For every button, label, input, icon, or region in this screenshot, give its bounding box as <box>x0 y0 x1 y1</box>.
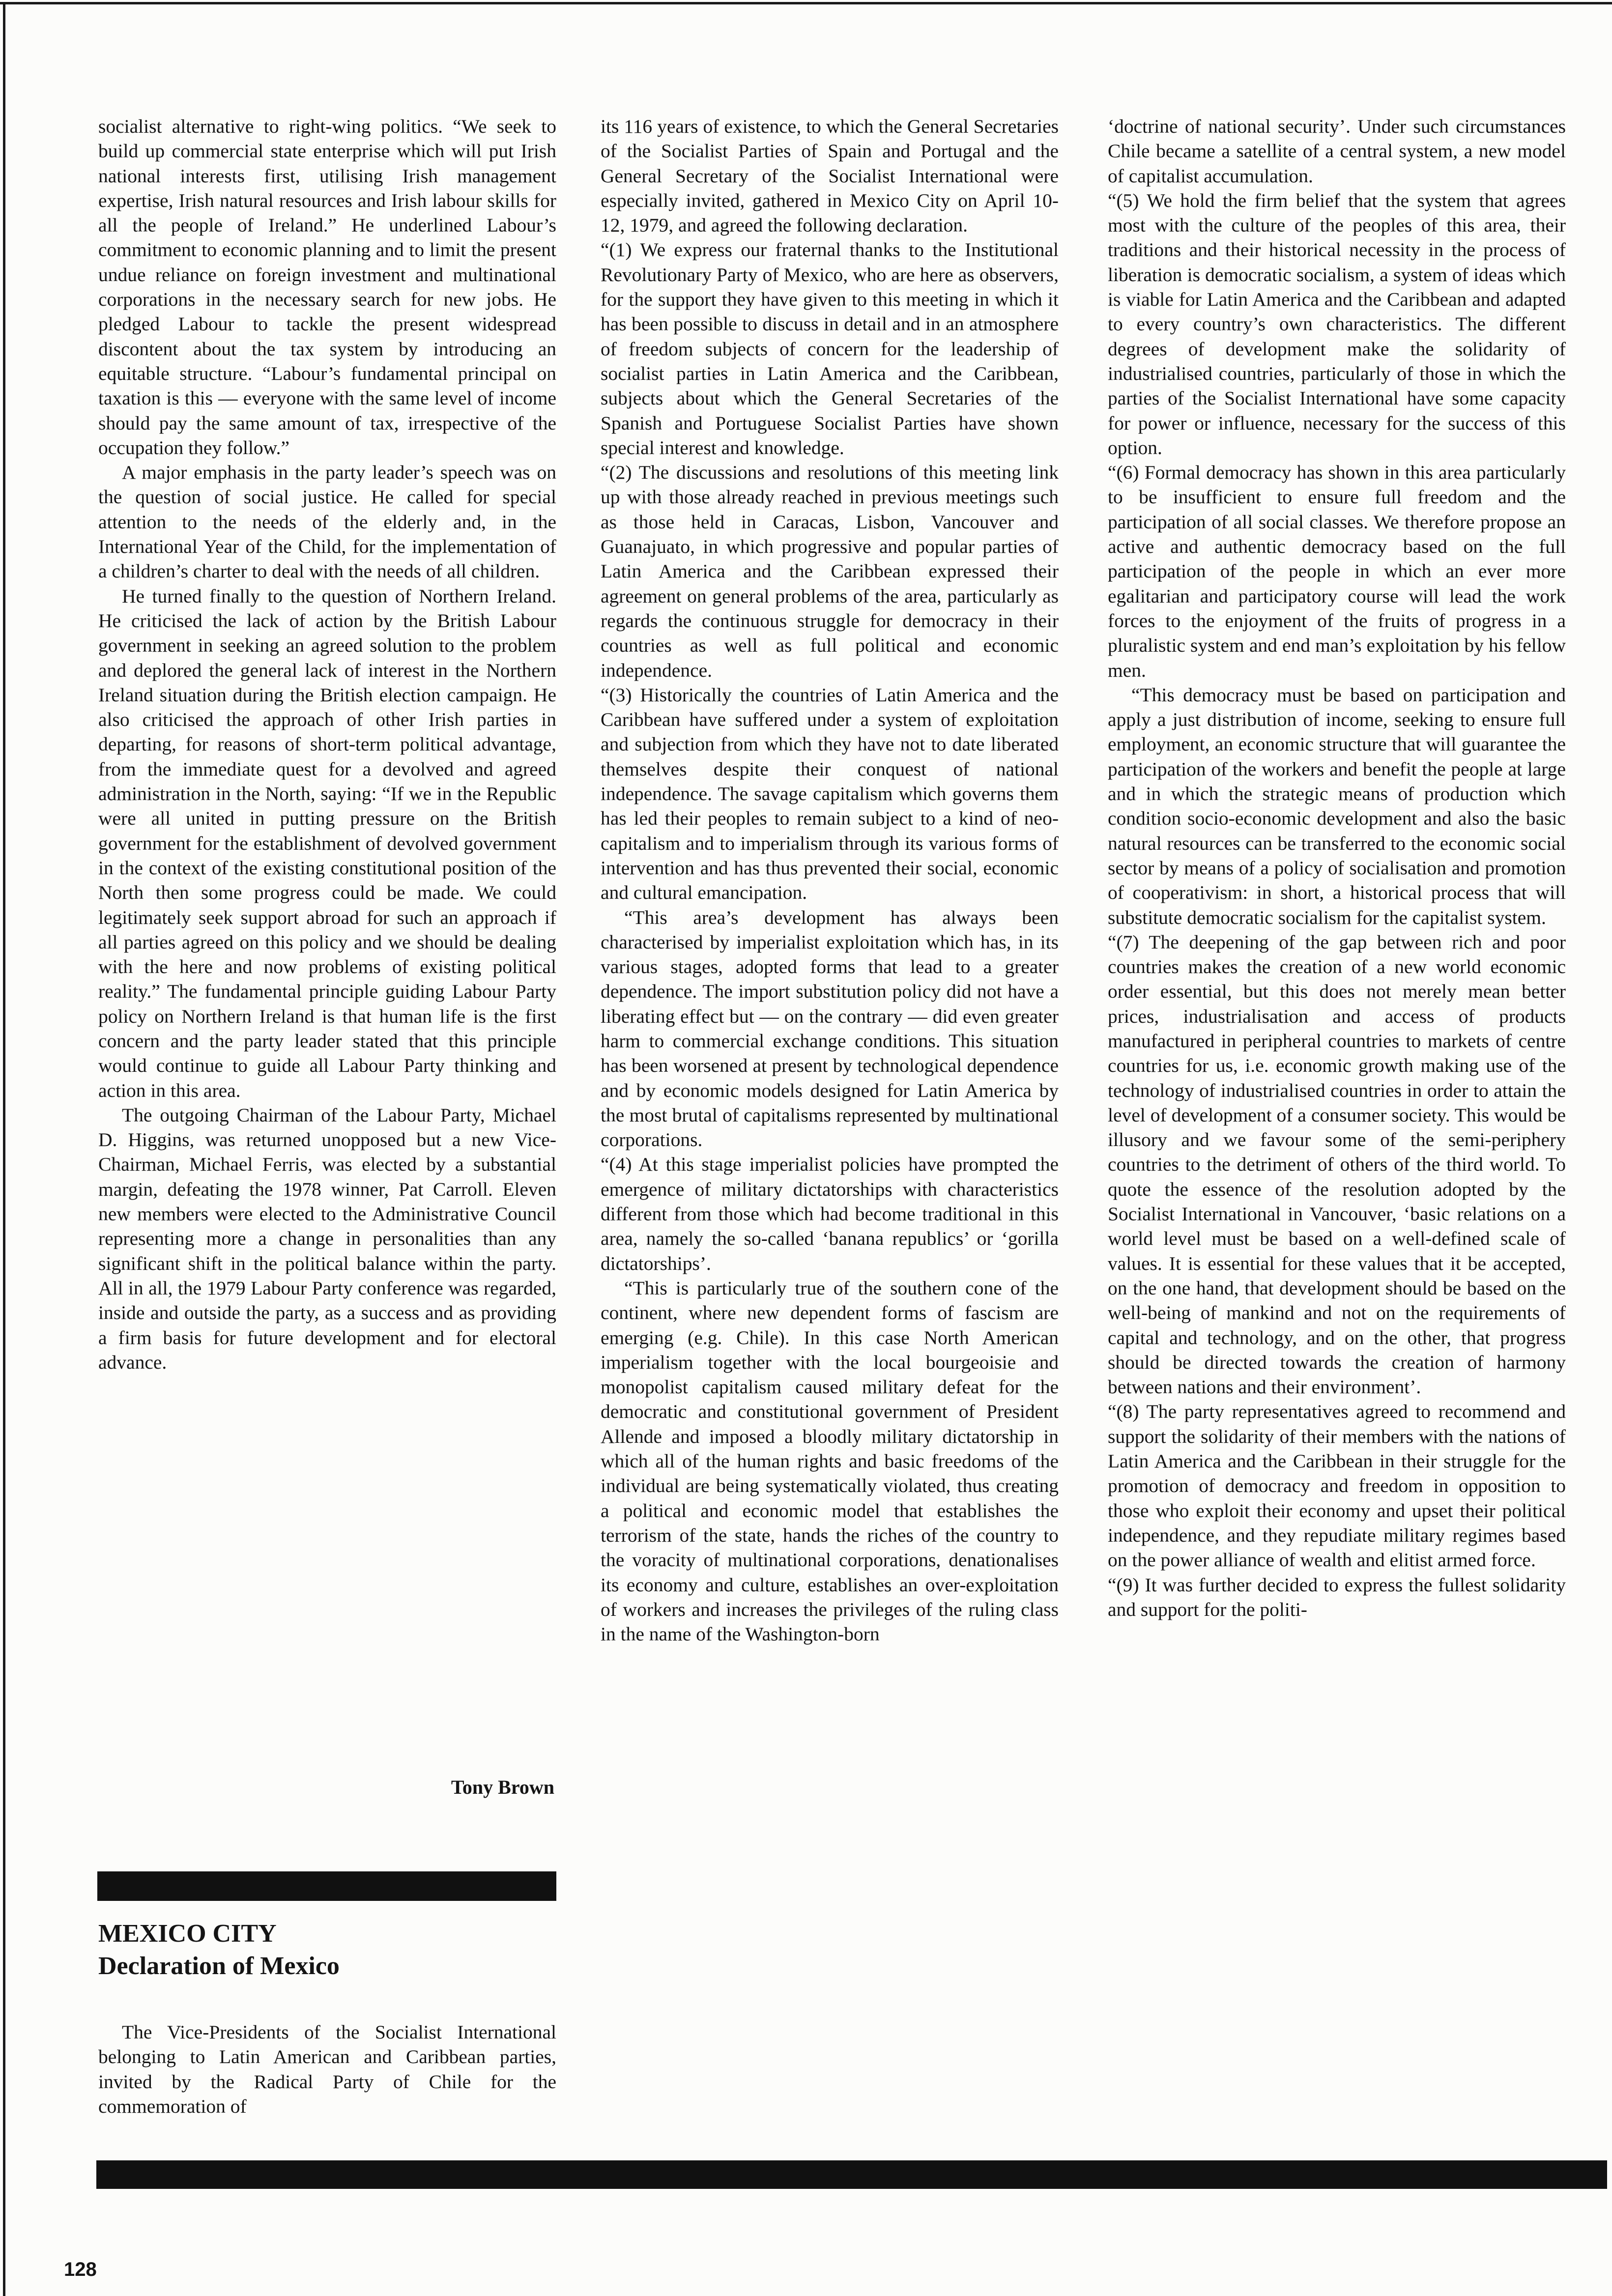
column-2 <box>601 114 1059 1646</box>
paragraph: socialist alternative to right-wing politics. “We seek to build up commercial state enterprise which will put Irish national interests first, utilising Irish management expertise, Irish natural resources and Irish labour skills for all the people of Ireland.” He underlined Labour’s commitment to economic planning and to limit the present undue reliance on foreign investment and multinational corporations in the necessary search for new jobs. He pledged Labour to tackle the present widespread discontent about the tax system by introducing an equitable structure. “Labour’s fundamental principal on taxation is this — everyone with the same level of income should pay the same amount of tax, irrespective of the occupation they follow.” <box>98 115 556 459</box>
paragraph: “(4) At this stage imperialist policies have prompted the emergence of military dictatorships with characteristics different from those which had become traditional in this area, namely the so-called ‘banana republics’ or ‘gorilla dictatorships’. <box>601 1153 1059 1274</box>
paragraph: “(3) Historically the countries of Latin America and the Caribbean have suffered under a system of exploitation and subjection from which they have not to date liberated themselves despite their conquest of national independence. The savage capitalism which governs them has led their peoples to remain subject to a kind of neo-capitalism and to imperialism through its various forms of intervention and has thus prevented their social, economic and cultural emancipation. <box>601 684 1059 904</box>
paragraph: The outgoing Chairman of the Labour Party, Michael D. Higgins, was returned unopposed but a new Vice-Chairman, Michael Ferris, was elected by a substantial margin, defeating the 1978 winner, Pat Carroll. Eleven new members were elected to the Administrative Council representing more a change in personalities than any significant shift in the political balance within the party. All in all, the 1979 Labour Party conference was regarded, inside and outside the party, as a success and as providing a firm basis for future development and for electoral advance. <box>98 1104 556 1373</box>
page-number: 128 <box>64 2259 97 2280</box>
paragraph: “This area’s development has always been characterised by imperialist exploitation which has, in its various stages, adopted forms that lead to a greater dependence. The import substitution policy did not have a liberating effect but — on the contrary — did even greater harm to commercial exchange conditions. This situation has been worsened at present by technological dependence and by economic models designed for Latin America by the most brutal of capitalisms represented by multinational corporations. <box>601 906 1059 1151</box>
paragraph: “(1) We express our fraternal thanks to the Institutional Revolutionary Party of Mexico, who are here as observers, for the support they have given to this meeting in which it has been possible to discuss in detail and in an atmosphere of freedom subjects of concern for the leadership of socialist parties in Latin America and the Caribbean, subjects about which the General Secretaries of the Spanish and Portuguese Socialist Parties have shown special interest and knowledge. <box>601 239 1059 459</box>
column-1 <box>98 114 556 1375</box>
paragraph: ‘doctrine of national security’. Under such circumstances Chile became a satellite of a central system, a new model of capitalist accumulation. <box>1108 115 1566 187</box>
footer-bar <box>96 2160 1607 2189</box>
section-divider-bar <box>97 1871 556 1901</box>
column-3 <box>1108 114 1566 1622</box>
paragraph: The Vice-Presidents of the Socialist International belonging to Latin American and Caribbean parties, invited by the Radical Party of Chile for the commemoration of <box>98 2021 556 2117</box>
page-border-top <box>0 2 1612 4</box>
paragraph: “(7) The deepening of the gap between rich and poor countries makes the creation of a new world economic order essential, but this does not merely mean better prices, industrialisation and access of products manufactured in peripheral countries to markets of centre countries for us, i.e. economic growth making use of the technology of industrialised countries in order to attain the level of development of a consumer society. This would be illusory and we favour some of the semi-periphery countries to the detriment of others of the third world. To quote the essence of the resolution adopted by the Socialist International in Vancouver, ‘basic relations on a world level must be based on a well-defined scale of values. It is essential for these values that it be accepted, on the one hand, that development should be based on the well-being of mankind and not on the requirements of capital and technology, and on the other, that progress should be directed towards the creation of harmony between nations and their environment’. <box>1108 931 1566 1398</box>
paragraph: A major emphasis in the party leader’s speech was on the question of social justice. He called for special attention to the needs of the elderly and, in the International Year of the Child, for the implementation of a children’s charter to deal with the needs of all children. <box>98 461 556 582</box>
paragraph: its 116 years of existence, to which the General Secretaries of the Socialist Parties of Spain and Portugal and the General Secretary of the Socialist International were especially invited, gathered in Mexico City on April 10-12, 1979, and agreed the following declaration. <box>601 115 1059 236</box>
author-byline: Tony Brown <box>451 1776 554 1798</box>
page-border-left <box>3 2 5 2296</box>
paragraph: “(8) The party representatives agreed to recommend and support the solidarity of their members with the nations of Latin America and the Caribbean in their struggle for the promotion of democracy and freedom in opposition to those who exploit their economy and upset their political independence, and they repudiate military regimes based on the power alliance of wealth and elitist armed force. <box>1108 1401 1566 1571</box>
column-1-lower <box>98 2020 556 2119</box>
paragraph: “(2) The discussions and resolutions of this meeting link up with those already reached in previous meetings such as those held in Caracas, Lisbon, Vancouver and Guanajuato, in which progressive and popular parties of Latin America and the Caribbean expressed their agreement on general problems of the area, particularly as regards the continuous struggle for democracy in their countries as well as full political and economic independence. <box>601 461 1059 681</box>
paragraph: “(9) It was further decided to express the fullest solidarity and support for the politi- <box>1108 1574 1566 1620</box>
paragraph: “This democracy must be based on participation and apply a just distribution of income, seeking to ensure full employment, an economic structure that will guarantee the participation of the workers and benefit the people at large and in which the strategic means of production which condition socio-economic development and also the basic natural resources can be transferred to the economic social sector by means of a policy of socialisation and promotion of cooperativism: in short, a historical process that will substitute democratic socialism for the capitalist system. <box>1108 684 1566 928</box>
paragraph: “This is particularly true of the southern cone of the continent, where new dependent forms of fascism are emerging (e.g. Chile). In this case North American imperialism together with the local bourgeoisie and monopolist capitalism caused military defeat for the democratic and constitutional government of President Allende and imposed a bloodly military dictatorship in which all of the human rights and basic freedoms of the individual are being systematically violated, thus creating a political and economic model that establishes the terrorism of the state, hands the riches of the country to the voracity of multinational corporations, denationalises its economy and culture, establishes an over-exploitation of workers and increases the privileges of the ruling class in the name of the Washington-born <box>601 1277 1059 1645</box>
section-heading: MEXICO CITY <box>98 1920 277 1948</box>
paragraph: He turned finally to the question of Northern Ireland. He criticised the lack of action by the British Labour government in seeking an agreed solution to the problem and deplored the general lack of interest in the Northern Ireland situation during the British election campaign. He also criticised the approach of other Irish parties in departing, for reasons of short-term political advantage, from the immediate quest for a devolved and agreed administration in the North, saying: “If we in the Republic were all united in putting pressure on the British government for the establishment of devolved government in the context of the existing constitutional position of the North then some progress could be made. We could legitimately seek support abroad for such an approach if all parties agreed on this policy and we should be dealing with the here and now problems of existing political reality.” The fundamental principle guiding Labour Party policy on Northern Ireland is that human life is the first concern and the party leader stated that this principle would continue to guide all Labour Party thinking and action in this area. <box>98 585 556 1101</box>
section-subheading: Declaration of Mexico <box>98 1952 340 1980</box>
paragraph: “(6) Formal democracy has shown in this area particularly to be insufficient to ensure full freedom and the participation of all social classes. We therefore propose an active and authentic democracy based on the full participation of the people in which an ever more egalitarian and participatory course will lead the work forces to the enjoyment of the fruits of progress in a pluralistic system and end man’s exploitation by his fellow men. <box>1108 461 1566 681</box>
paragraph: “(5) We hold the firm belief that the system that agrees most with the culture of the peoples of this area, their traditions and their historical necessity in the process of liberation is democratic socialism, a system of ideas which is viable for Latin America and the Caribbean and adapted to every country’s own characteristics. The different degrees of development make the solidarity of industrialised countries, particularly of those in which the parties of the Socialist International have some capacity for power or influence, necessary for the success of this option. <box>1108 189 1566 459</box>
